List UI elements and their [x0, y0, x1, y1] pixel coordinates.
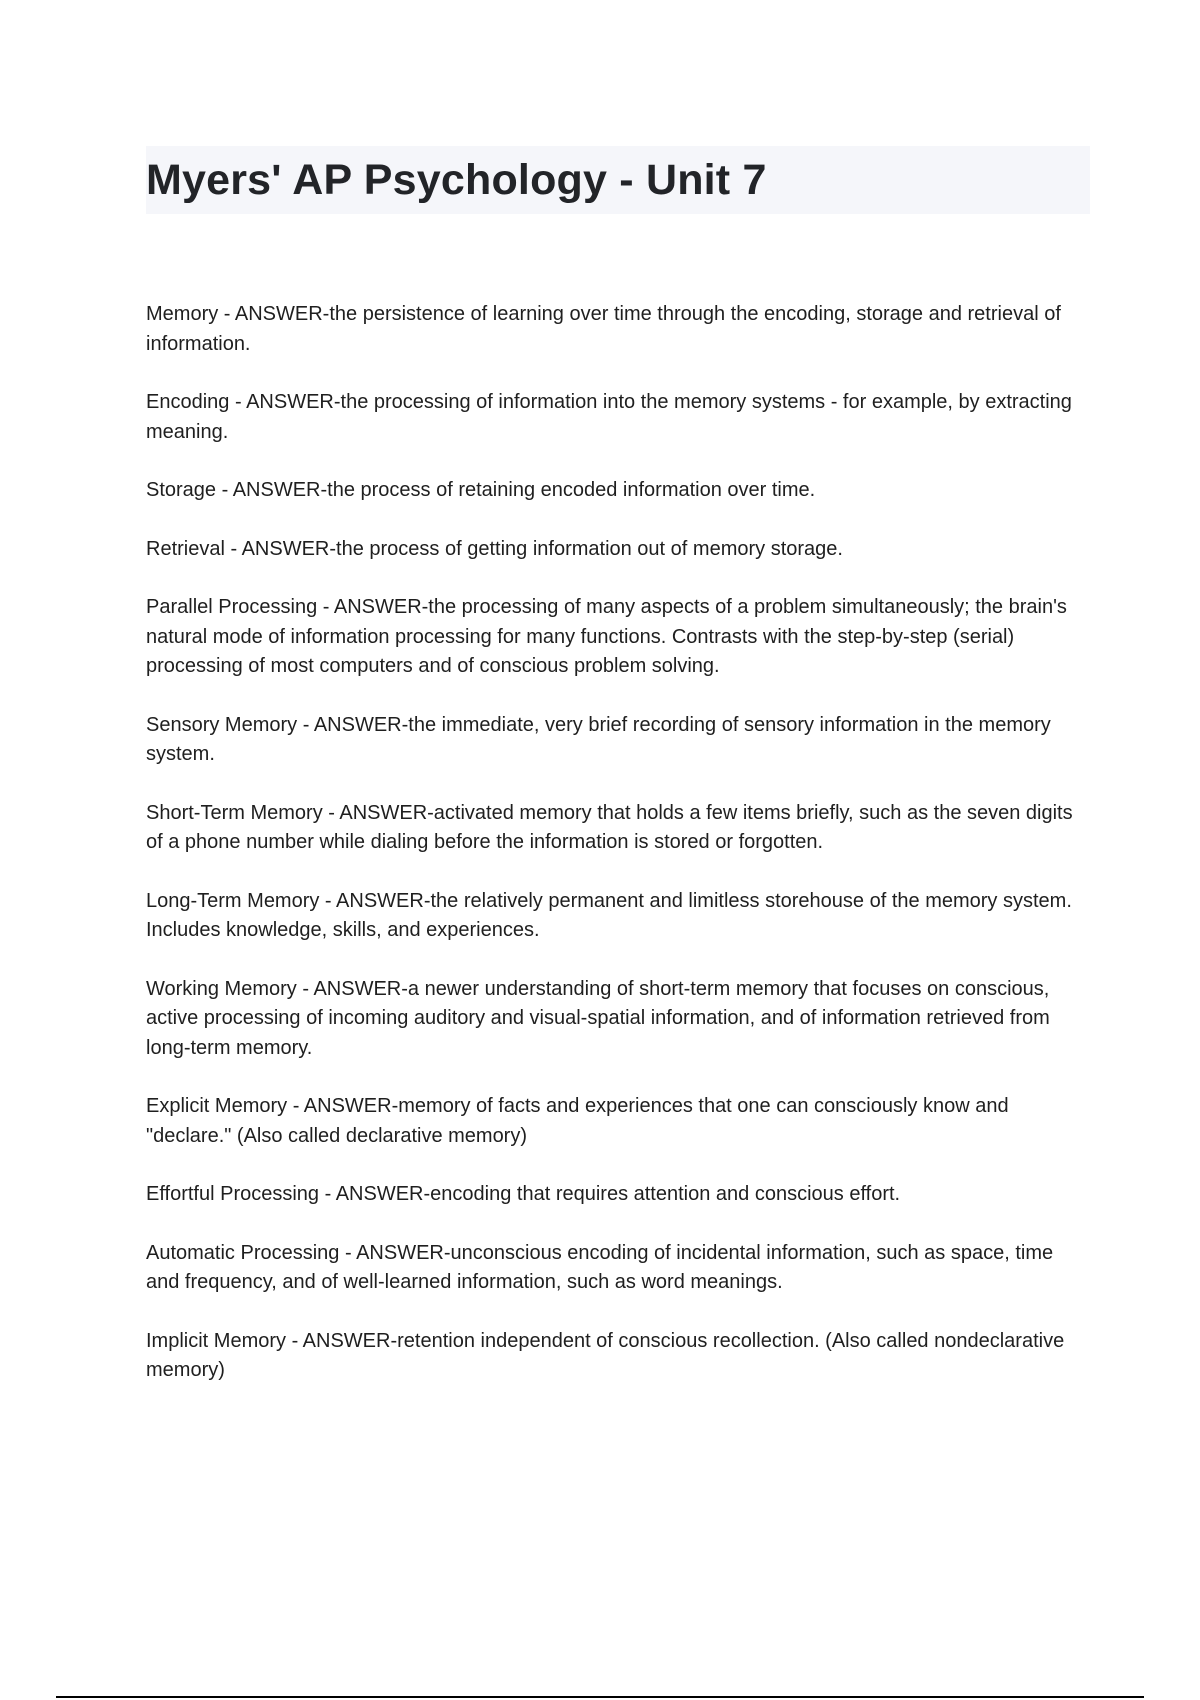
entry-memory: Memory - ANSWER-the persistence of learning over time through the encoding, storage and retrieval of information.: [146, 303, 1061, 355]
entry-encoding: Encoding - ANSWER-the processing of information into the memory systems - for example, by extracting meaning.: [146, 391, 1072, 443]
entry-retrieval: Retrieval - ANSWER-the process of getting information out of memory storage.: [146, 537, 843, 560]
page-title: Myers' AP Psychology - Unit 7: [146, 155, 767, 204]
title-band: [146, 146, 1090, 214]
entry-automatic-processing: Automatic Processing - ANSWER-unconscious encoding of incidental information, such as space, time and frequency, and of well-learned information, such as word meanings.: [146, 1241, 1054, 1293]
footer-divider: [56, 1696, 1144, 1698]
entry-sensory-memory: Sensory Memory - ANSWER-the immediate, very brief recording of sensory information in the memory system.: [146, 713, 1051, 765]
entry-list: [146, 300, 1090, 1415]
entry-long-term-memory: Long-Term Memory - ANSWER-the relatively permanent and limitless storehouse of the memory system. Includes knowledge, skills, and experiences.: [146, 889, 1072, 941]
entry-working-memory: Working Memory - ANSWER-a newer understanding of short-term memory that focuses on conscious, active processing of incoming auditory and visual-spatial information, and of information retrieved from long-term memory.: [146, 977, 1050, 1059]
entry-implicit-memory: Implicit Memory - ANSWER-retention independent of conscious recollection. (Also called nondeclarative memory): [146, 1329, 1065, 1381]
entry-effortful-processing: Effortful Processing - ANSWER-encoding that requires attention and conscious effort.: [146, 1183, 901, 1205]
entry-storage: Storage - ANSWER-the process of retaining encoded information over time.: [146, 479, 816, 501]
entry-parallel-processing: Parallel Processing - ANSWER-the processing of many aspects of a problem simultaneously; the brain's natural mode of information processing for many functions. Contrasts with the step-by-step (serial) processing of most computers and of conscious problem solving.: [146, 596, 1067, 677]
entry-short-term-memory: Short-Term Memory - ANSWER-activated memory that holds a few items briefly, such as the seven digits of a phone number while dialing before the information is stored or forgotten.: [146, 801, 1073, 853]
entry-explicit-memory: Explicit Memory - ANSWER-memory of facts and experiences that one can consciously know and "declare." (Also called declarative memory): [146, 1095, 1009, 1147]
